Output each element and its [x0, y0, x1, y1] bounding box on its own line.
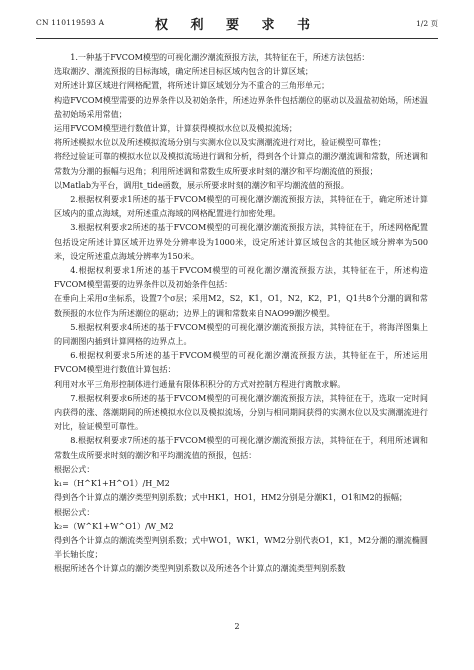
claim-paragraph: 根据所述各个计算点的潮汐类型判别系数以及所述各个计算点的潮流类型判别系数: [54, 563, 346, 574]
claim-paragraph: 8.根据权利要求7所述的基于FVCOM模型的可视化潮汐潮流预报方法，其特征在于，利用所述调和常数生成所要求时刻的潮汐和平均潮流值的预报，包括：: [54, 435, 428, 460]
claim-paragraph: 3.根据权利要求2所述的基于FVCOM模型的可视化潮汐潮流预报方法，其特征在于，所述网格配置包括设定所述计算区域开边界处分辨率设为1000米，设定所述计算区域包含的其他区域分辨率为500米，设定所述重点海域分辨率为150米。: [54, 222, 428, 261]
claim-paragraph: 4.根据权利要求1所述的基于FVCOM模型的可视化潮汐潮流预报方法，其特征在于，所述构造FVCOM模型需要的边界条件以及初始条件包括：: [54, 265, 428, 290]
claim-paragraph: 根据公式：: [54, 506, 95, 517]
page-header: [36, 14, 438, 32]
claim-paragraph: 选取潮汐、潮流预报的目标海域，确定所述目标区域内包含的计算区域；: [54, 66, 314, 77]
formula: k₂=（W^K1+W^O1）/W_M2: [54, 520, 174, 531]
claim-paragraph: 5.根据权利要求4所述的基于FVCOM模型的可视化潮汐潮流预报方法，其特征在于，将海洋图集上的同潮图内插到计算网格的边界点上。: [54, 321, 428, 347]
claim-paragraph: 1.一种基于FVCOM模型的可视化潮汐潮流预报方法，其特征在于，所述方法包括：: [70, 52, 370, 62]
claim-paragraph: 利用对水平三角形控制体进行通量有限体积积分的方式对控制方程进行离散求解。: [54, 378, 346, 389]
claim-paragraph: 得到各个计算点的潮汐类型判别系数；式中HK1，HO1，HM2分别是分潮K1，O1和M2的振幅；: [54, 492, 408, 503]
page-number: 2: [234, 622, 240, 631]
patent-number: CN 110119593 A: [36, 18, 105, 27]
claim-paragraph: 以Matlab为平台，调用t_tide函数，展示所要求时刻的潮汐和平均潮流值的预报。: [54, 179, 349, 190]
claims-body: [54, 50, 428, 576]
page-indicator: 1/2 页: [416, 19, 438, 28]
claim-paragraph: 将经过验证可靠的模拟水位以及模拟流场进行调和分析，得到各个计算点的潮汐潮流调和常数，所述调和常数为分潮的振幅与迟角；利用所述调和常数生成所要求时刻的潮汐和平均潮流值的预报；: [54, 151, 428, 176]
claim-paragraph: 在垂向上采用σ坐标系，设置7个σ层；采用M2，S2，K1，O1，N2，K2，P1，Q1共8个分潮的调和常数预报的水位作为所述潮位的驱动；边界上的调和常数来自NAO99潮汐模型。: [54, 293, 428, 318]
claim-paragraph: 得到各个计算点的潮流类型判别系数；式中WO1，WK1，WM2分别代表O1，K1，M2分潮的潮流椭圆半长轴长度；: [54, 534, 428, 560]
claim-paragraph: 对所述计算区域进行网格配置，将所述计算区域划分为不重合的三角形单元；: [54, 80, 330, 91]
claim-paragraph: 根据公式：: [54, 463, 95, 474]
claim-paragraph: 6.根据权利要求5所述的基于FVCOM模型的可视化潮汐潮流预报方法，其特征在于，所述运用FVCOM模型进行数值计算包括：: [54, 350, 428, 375]
claim-paragraph: 构造FVCOM模型需要的边界条件以及初始条件，所述边界条件包括潮位的驱动以及温盐初始场，所述温盐初始场采用常值；: [54, 94, 428, 119]
claim-paragraph: 2.根据权利要求1所述的基于FVCOM模型的可视化潮汐潮流预报方法，其特征在于，确定所述计算区域内的重点海域，对所述重点海域的网格配置进行加密处理。: [54, 194, 428, 219]
document-title: 权 利 要 求 书: [154, 18, 320, 33]
header-rule: [36, 38, 438, 39]
claim-paragraph: 7.根据权利要求6所述的基于FVCOM模型的可视化潮汐潮流预报方法，其特征在于，选取一定时间内获得的涨、落潮期间的所述模拟水位以及模拟流场，分别与相同期间获得的实测水位以及实测潮流进行对比，验证模型可靠性。: [54, 392, 428, 432]
formula: k₁=（H^K1+H^O1）/H_M2: [54, 478, 170, 489]
claim-paragraph: 将所述模拟水位以及所述模拟流场分别与实测水位以及实测潮流进行对比，验证模型可靠性；: [54, 137, 386, 148]
claim-paragraph: 运用FVCOM模型进行数值计算，计算获得模拟水位以及模拟流场；: [54, 123, 298, 134]
